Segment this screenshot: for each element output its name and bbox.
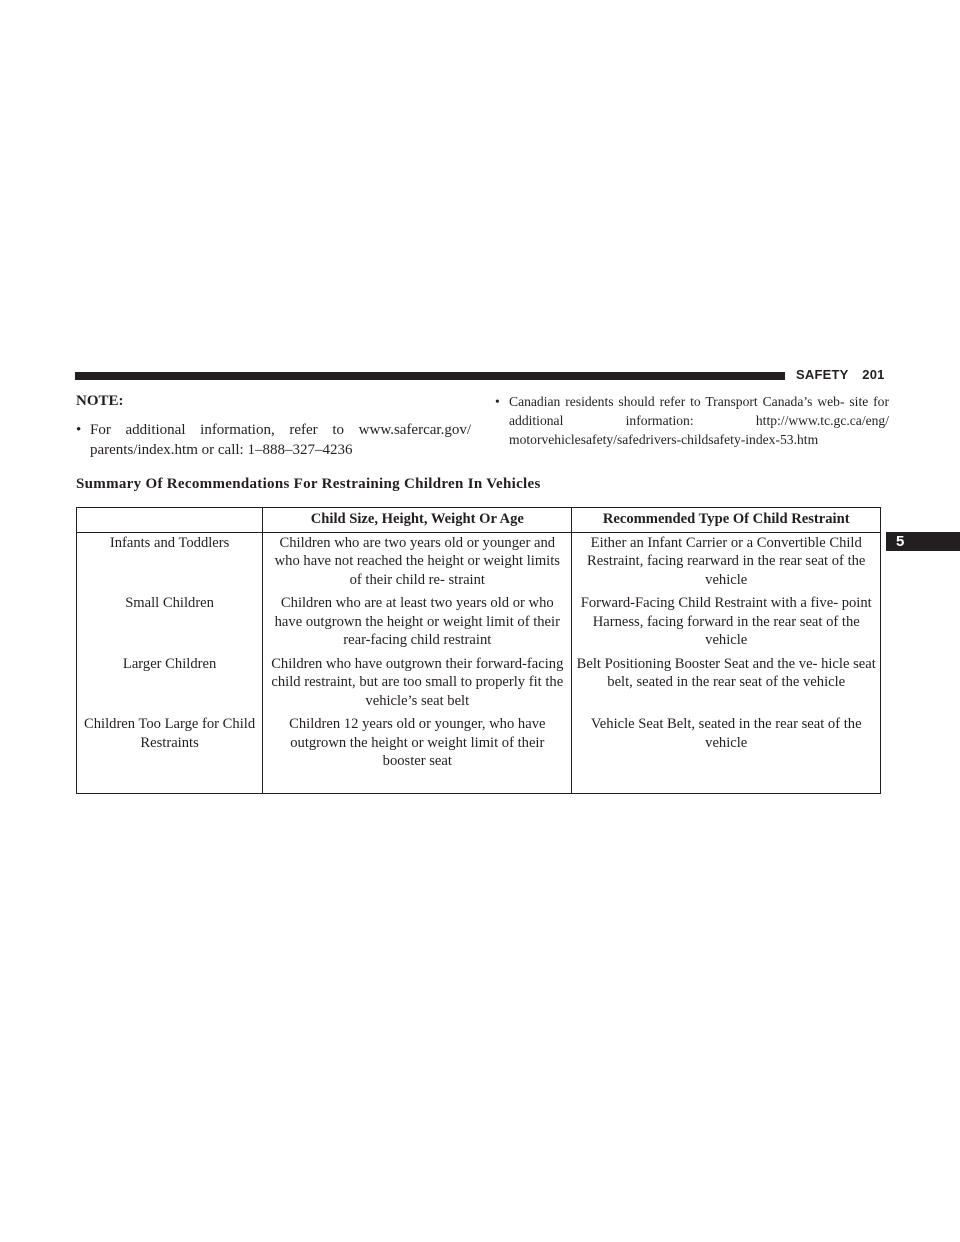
header-rule <box>75 372 785 380</box>
column-header <box>77 508 263 533</box>
note-text: For additional information, refer to www.safercar.gov/ parents/index.htm or call: 1–888–327–4236 <box>90 422 471 458</box>
note-bullet-1 <box>76 420 471 460</box>
table-cell: Children 12 years old or younger, who have outgrown the height or weight limit of their booster seat <box>263 714 572 793</box>
table-cell: Children who are two years old or younger and who have not reached the height or weight limits of their child re- straint <box>263 532 572 593</box>
table-cell: Either an Infant Carrier or a Convertible Child Restraint, facing rearward in the rear seat of the vehicle <box>572 532 881 593</box>
table-row <box>77 532 881 593</box>
page-number: 201 <box>862 367 885 382</box>
section-title: Summary Of Recommendations For Restraining Children In Vehicles <box>76 476 541 492</box>
note-text: Canadian residents should refer to Transport Canada’s web- site for additional information: http://www.tc.gc.ca/eng/ motorvehiclesafety/safedrivers-childsafety-index-53.htm <box>509 394 889 447</box>
table-cell: Belt Positioning Booster Seat and the ve- hicle seat belt, seated in the rear seat of the vehicle <box>572 654 881 715</box>
section-name: SAFETY <box>796 367 849 382</box>
table-cell: Children Too Large for Child Restraints <box>77 714 263 793</box>
table-cell: Children who are at least two years old or who have outgrown the height or weight limit of their rear-facing child restraint <box>263 593 572 654</box>
recommendations-table <box>76 507 881 794</box>
table-row <box>77 654 881 715</box>
column-header: Child Size, Height, Weight Or Age <box>263 508 572 533</box>
running-header <box>796 367 885 382</box>
note-title: NOTE: <box>76 393 124 409</box>
bullet-icon: • <box>76 422 82 438</box>
chapter-tab: 5 <box>886 532 960 551</box>
table-cell: Children who have outgrown their forward-facing child restraint, but are too small to properly fit the vehicle’s seat belt <box>263 654 572 715</box>
table-cell: Forward-Facing Child Restraint with a five- point Harness, facing forward in the rear seat of the vehicle <box>572 593 881 654</box>
table-cell: Infants and Toddlers <box>77 532 263 593</box>
table-row <box>77 593 881 654</box>
table-header-row <box>77 508 881 533</box>
note-bullet-2 <box>495 392 889 449</box>
table-cell: Small Children <box>77 593 263 654</box>
table-row <box>77 714 881 793</box>
bullet-icon: • <box>495 394 500 409</box>
table-cell: Larger Children <box>77 654 263 715</box>
column-header: Recommended Type Of Child Restraint <box>572 508 881 533</box>
table-cell: Vehicle Seat Belt, seated in the rear seat of the vehicle <box>572 714 881 793</box>
